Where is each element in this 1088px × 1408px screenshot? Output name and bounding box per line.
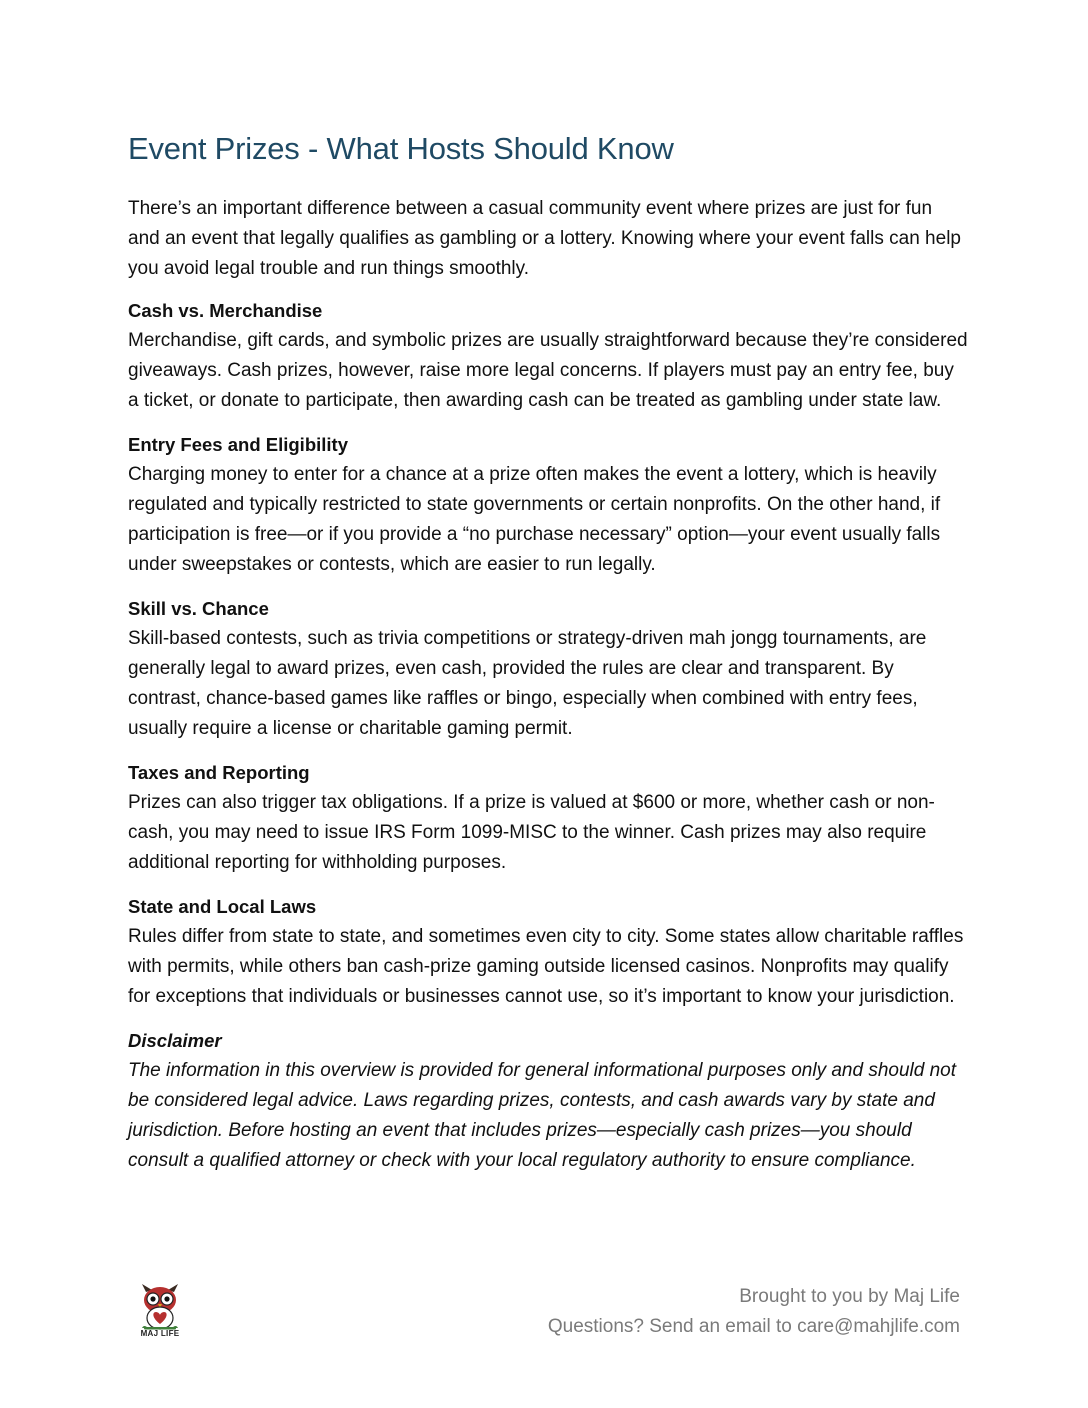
section-cash-vs-merchandise — [128, 296, 968, 416]
section-body: Rules differ from state to state, and sometimes even city to city. Some states allow charitable raffles with permits, while others ban cash-prize gaming outside licensed casinos. Nonprofits may qualify for exceptions that individuals or businesses cannot use, so it’s important to know your jurisdiction. — [128, 926, 964, 1007]
section-taxes — [128, 758, 968, 878]
section-heading: Cash vs. Merchandise — [128, 300, 323, 321]
disclaimer-body: The information in this overview is provided for general informational purposes only and should not be considered legal advice. Laws regarding prizes, contests, and cash awards vary by state and jurisdiction. Before hosting an event that includes prizes—especially cash prizes—you should consult a qualified attorney or check with your local regulatory authority to ensure compliance. — [128, 1060, 957, 1171]
intro-paragraph: There’s an important difference between a casual community event where prizes are just for fun and an event that legally qualifies as gambling or a lottery. Knowing where your event falls can help you avoid legal trouble and run things smoothly. — [128, 198, 961, 279]
section-body: Prizes can also trigger tax obligations. If a prize is valued at $600 or more, whether cash or non-cash, you may need to issue IRS Form 1099-MISC to the winner. Cash prizes may also require additional reporting for withholding purposes. — [128, 792, 935, 873]
section-body: Charging money to enter for a chance at a prize often makes the event a lottery, which is heavily regulated and typically restricted to state governments or certain nonprofits. On the other hand, if participation is free—or if you provide a “no purchase necessary” option—your event usually falls under sweepstakes or contests, which are easier to run legally. — [128, 464, 941, 575]
page-title: Event Prizes - What Hosts Should Know — [128, 131, 674, 166]
credit-line: Brought to you by Maj Life — [739, 1286, 960, 1307]
disclaimer-heading: Disclaimer — [128, 1030, 222, 1051]
section-heading: Entry Fees and Eligibility — [128, 434, 348, 455]
section-heading: Skill vs. Chance — [128, 598, 269, 619]
section-entry-fees — [128, 430, 968, 580]
contact-line: Questions? Send an email to care@mahjlife.com — [547, 1316, 960, 1337]
section-heading: State and Local Laws — [128, 896, 317, 917]
section-state-local-laws — [128, 892, 968, 1012]
section-body: Merchandise, gift cards, and symbolic prizes are usually straightforward because they’re considered giveaways. Cash prizes, however, raise more legal concerns. If players must pay an entry fee, buy a ticket, or donate to participate, then awarding cash can be treated as gambling under state law. — [128, 330, 968, 411]
section-disclaimer — [128, 1026, 968, 1176]
page-footer — [128, 1282, 960, 1362]
document-page — [128, 126, 968, 1190]
section-skill-vs-chance — [128, 594, 968, 744]
section-heading: Taxes and Reporting — [128, 762, 310, 783]
section-body: Skill-based contests, such as trivia competitions or strategy-driven mah jongg tournaments, are generally legal to award prizes, even cash, provided the rules are clear and transparent. By contrast, chance-based games like raffles or bingo, especially when combined with entry fees, usually require a license or charitable gaming permit. — [128, 628, 927, 739]
logo-wordmark: MAJ LIFE — [140, 1329, 180, 1338]
footer-credit — [548, 1282, 960, 1342]
